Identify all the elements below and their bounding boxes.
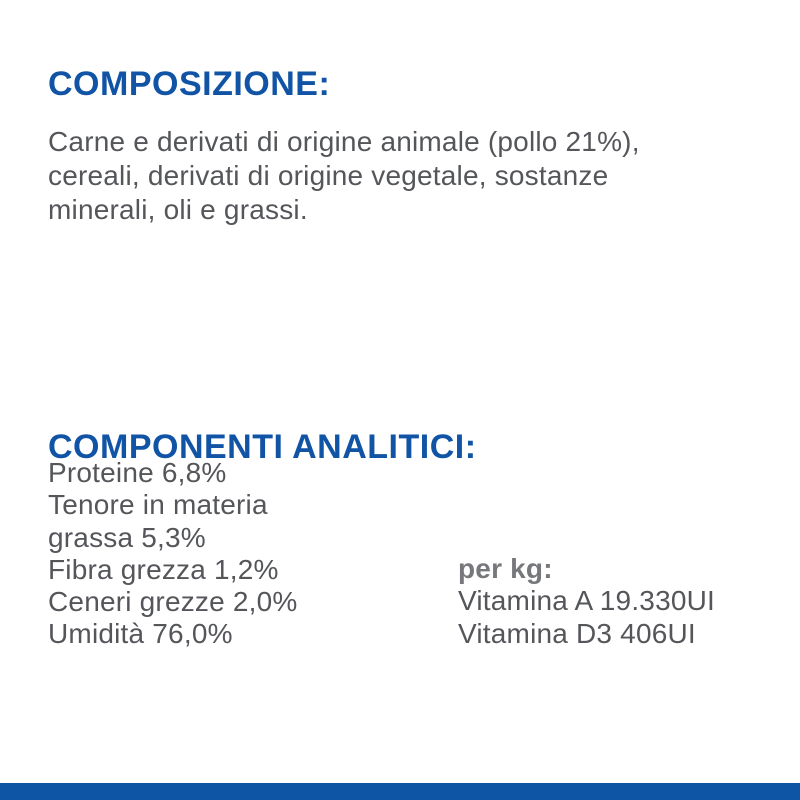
composition-body-text: Carne e derivati di origine animale (pollo 21%), cereali, derivati di origine vegetale, sostanze minerali, oli e grassi. [48, 126, 640, 225]
analyte-line-fat-1: Tenore in materia [48, 489, 268, 521]
analyte-line-fat-2: grassa 5,3% [48, 521, 206, 553]
analytical-components-list [48, 457, 298, 651]
per-kg-label: per kg: [458, 553, 553, 584]
composition-heading: COMPOSIZIONE: [48, 64, 331, 103]
analyte-line-crude-fibre: Fibra grezza 1,2% [48, 553, 279, 585]
analyte-line-crude-ash: Ceneri grezze 2,0% [48, 586, 298, 618]
analyte-line-protein: Proteine 6,8% [48, 457, 227, 488]
vitamin-a-line: Vitamina A 19.330UI [458, 585, 716, 617]
footer-blue-bar [0, 783, 800, 800]
vitamin-d3-line: Vitamina D3 406UI [458, 617, 696, 649]
analyte-line-moisture: Umidità 76,0% [48, 618, 233, 650]
per-kg-column [458, 553, 715, 650]
analytical-components-heading: COMPONENTI ANALITICI: [48, 427, 477, 466]
